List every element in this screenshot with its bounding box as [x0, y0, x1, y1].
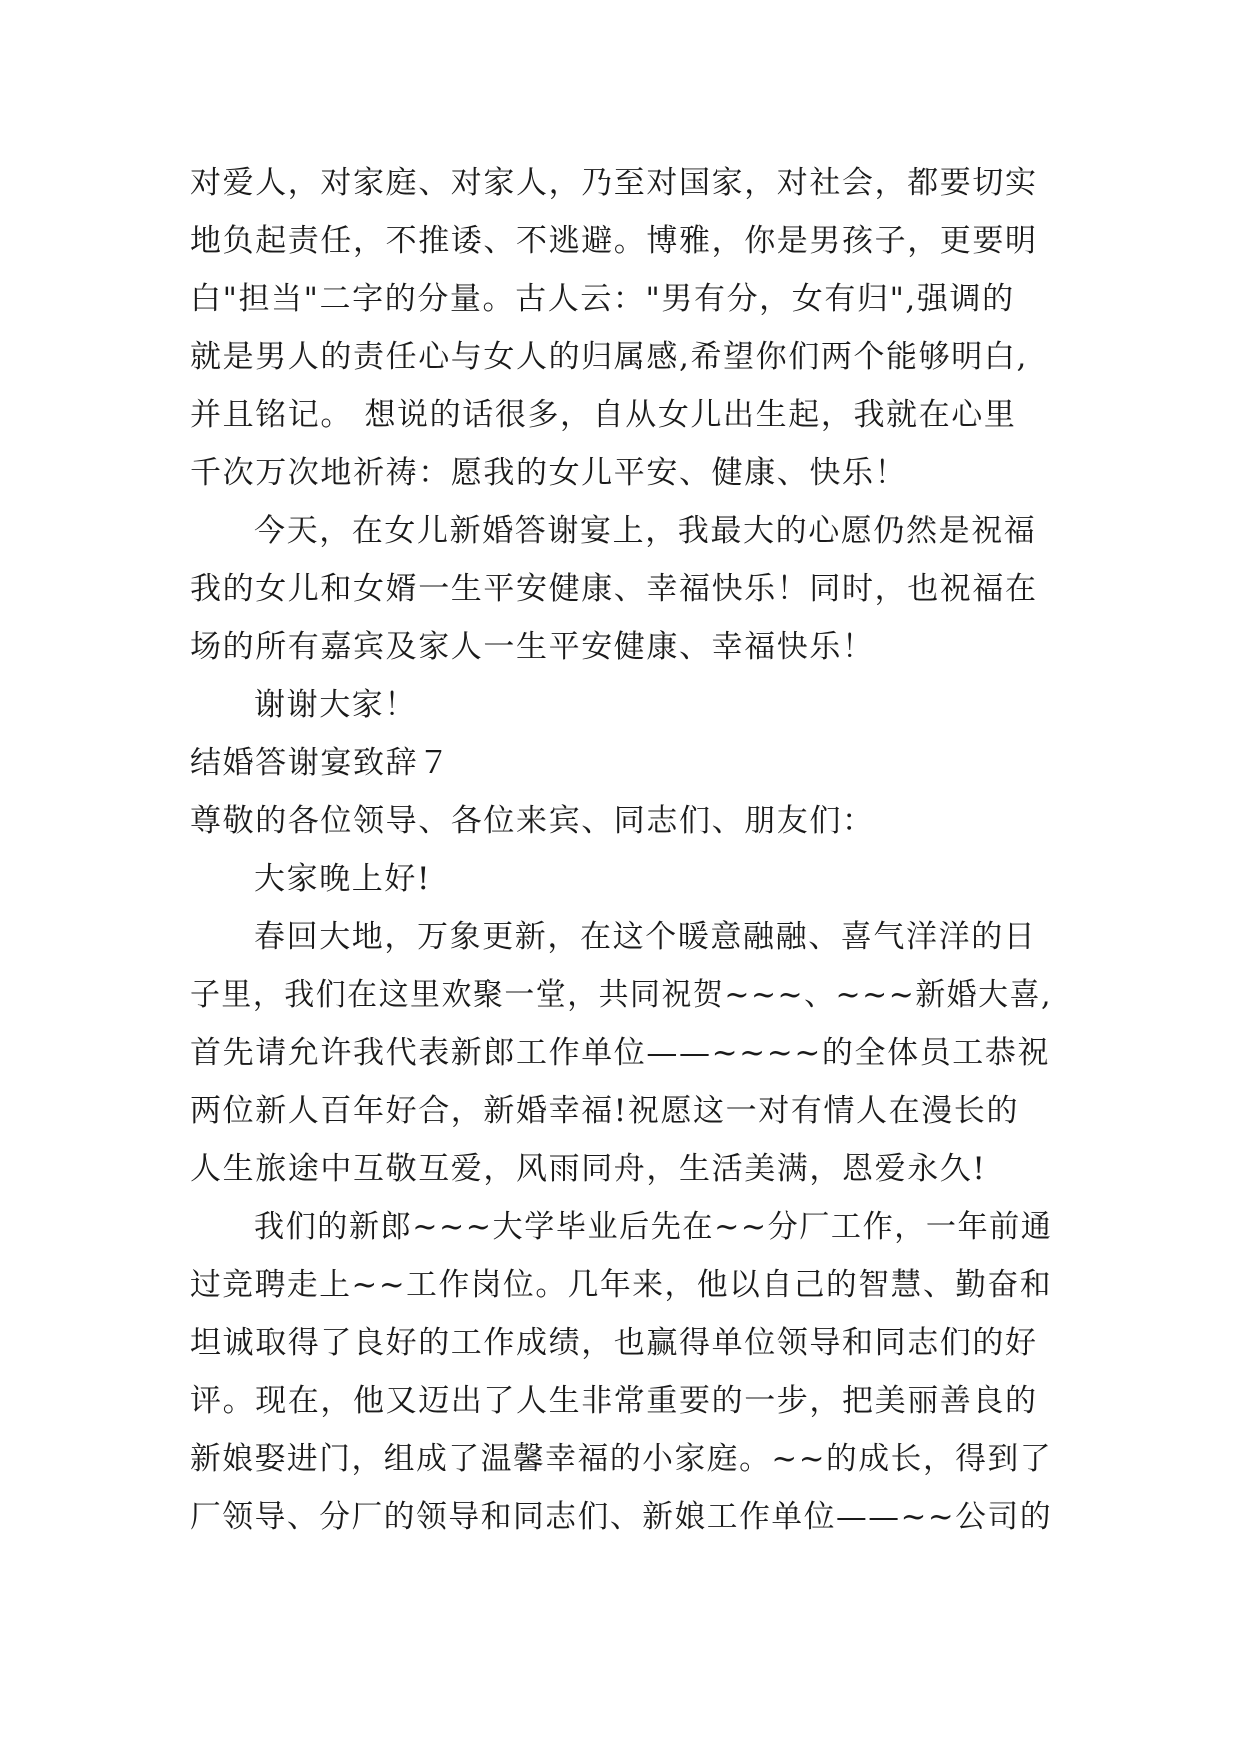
paragraph-line: 新娘娶进门，组成了温馨幸福的小家庭。~~的成长，得到了: [190, 1441, 1053, 1477]
salutation-line: 尊敬的各位领导、各位来宾、同志们、朋友们：: [190, 803, 875, 839]
paragraph-line: 千次万次地祈祷：愿我的女儿平安、健康、快乐！: [190, 455, 908, 491]
paragraph-line: 人生旅途中互敬互爱，风雨同舟，生活美满，恩爱永久!: [190, 1151, 987, 1187]
paragraph-line: 场的所有嘉宾及家人一生平安健康、幸福快乐！: [190, 629, 875, 665]
greeting-line: 大家晚上好!: [254, 861, 432, 897]
paragraph-line: 就是男人的责任心与女人的归属感,希望你们两个能够明白,: [190, 339, 1028, 375]
paragraph-line: 子里，我们在这里欢聚一堂，共同祝贺~~~、~~~新婚大喜,: [190, 977, 1053, 1013]
paragraph-line: 地负起责任，不推诿、不逃避。博雅，你是男孩子，更要明: [190, 223, 1038, 259]
paragraph-line: 我们的新郎~~~大学毕业后先在~~分厂工作，一年前通: [254, 1209, 1053, 1245]
paragraph-line: 春回大地，万象更新，在这个暖意融融、喜气洋洋的日: [254, 919, 1037, 955]
paragraph-line: 评。现在，他又迈出了人生非常重要的一步，把美丽善良的: [190, 1383, 1038, 1419]
paragraph-line: 两位新人百年好合，新婚幸福!祝愿这一对有情人在漫长的: [190, 1093, 1020, 1129]
paragraph-line: 今天，在女儿新婚答谢宴上，我最大的心愿仍然是祝福: [254, 513, 1037, 549]
paragraph-line: 我的女儿和女婿一生平安健康、幸福快乐！同时，也祝福在: [190, 571, 1038, 607]
paragraph-line: 厂领导、分厂的领导和同志们、新娘工作单位——~~公司的: [190, 1499, 1053, 1535]
paragraph-line: 并且铭记。 想说的话很多，自从女儿出生起，我就在心里: [190, 397, 1017, 433]
section-title: 结婚答谢宴致辞７: [190, 745, 451, 781]
paragraph-line: 首先请允许我代表新郎工作单位——~~~~的全体员工恭祝: [190, 1035, 1051, 1071]
paragraph-line: 白"担当"二字的分量。古人云："男有分，女有归",强调的: [190, 281, 1015, 317]
paragraph-line: 坦诚取得了良好的工作成绩，也赢得单位领导和同志们的好: [190, 1325, 1038, 1361]
paragraph-line: 对爱人，对家庭、对家人，乃至对国家，对社会，都要切实: [190, 165, 1038, 201]
paragraph-line: 过竞聘走上~~工作岗位。几年来，他以自己的智慧、勤奋和: [190, 1267, 1053, 1303]
paragraph-line: 谢谢大家！: [254, 687, 417, 723]
